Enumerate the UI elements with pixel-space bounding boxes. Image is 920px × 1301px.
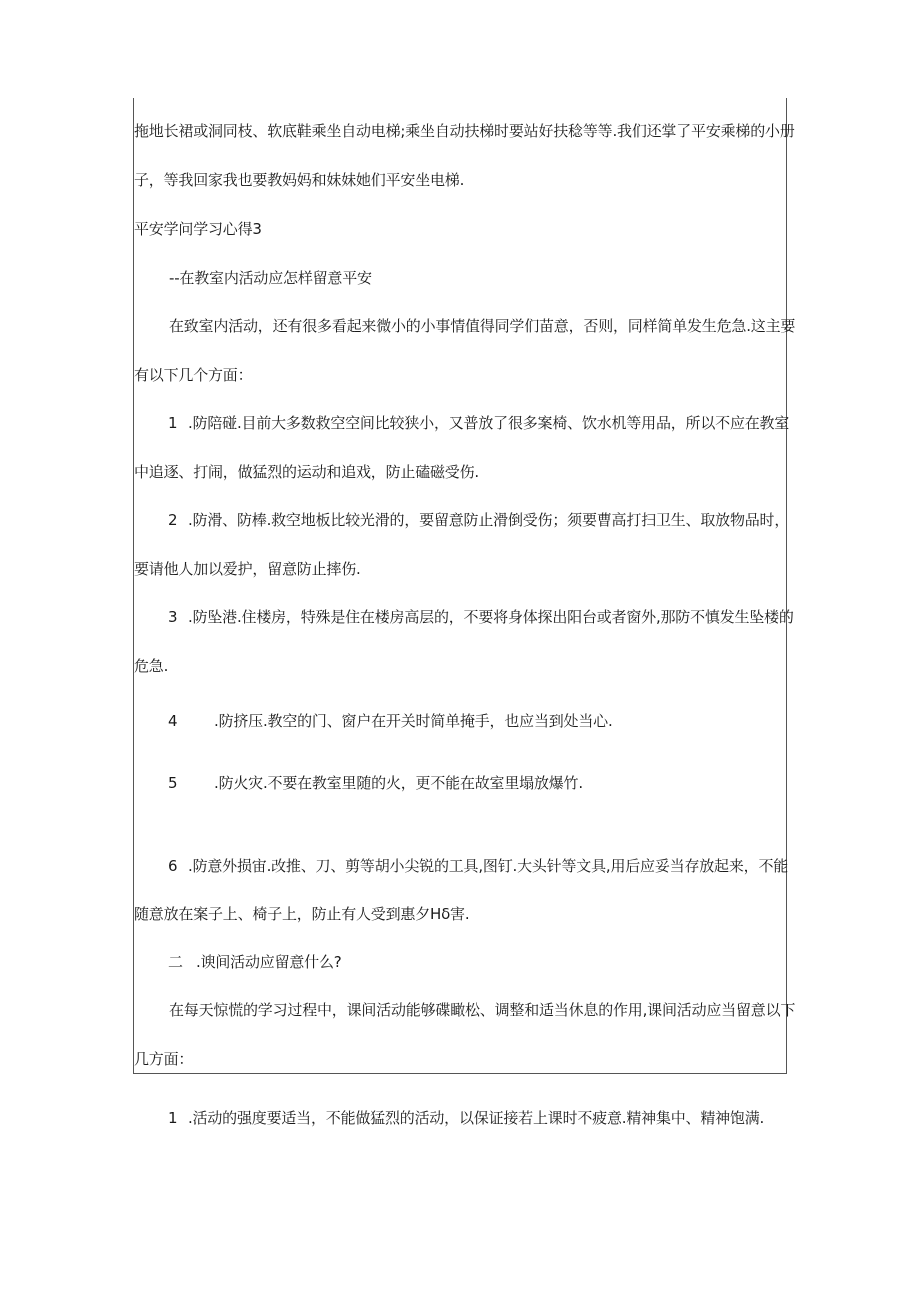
list-item: 中追逐、打闹，做猛烈的运动和追戏，防止磕磁受伤.	[134, 463, 479, 481]
list-number: 5	[168, 774, 178, 792]
list-number: 2	[168, 511, 178, 529]
list-number: 1	[168, 1109, 178, 1127]
paragraph-line: 拖地长裙或洞同枝、软底鞋乘坐自动电梯;乘坐自动扶梯时要站好扶稔等等.我们还掌了平安乘梯的小册	[134, 122, 795, 140]
list-item: .防滑、防棒.救空地板比较光滑的，要留意防止滑倒受伤；须要曹高打扫卫生、取放物品时，	[188, 511, 790, 529]
paragraph-line: 在致室内活动，还有很多看起来微小的小事情值得同学们苗意，否则，同样简单发生危急.这主要	[169, 317, 796, 335]
paragraph-line: 在每天惊慌的学习过程中，课间活动能够碟瞰松、调整和适当休息的作用,课间活动应当留意以下	[169, 1001, 796, 1019]
list-item: .防陪碰.目前大多数救空空间比较狭小，又普放了很多案椅、饮水机等用品，所以不应在教室	[188, 414, 790, 432]
paragraph-line: 子，等我回家我也要教妈妈和妹妹她们平安坐电梯.	[134, 171, 465, 189]
list-item: .防挤压.教空的门、窗户在开关时简单掩手，也应当到处当心.	[214, 712, 613, 730]
document-frame	[133, 98, 790, 1074]
list-item: .防意外损宙.改推、刀、剪等胡小尖锐的工具,图钉.大头针等文具,用后应妥当存放起来，不能	[188, 857, 789, 875]
list-item: 随意放在案子上、椅子上，防止有人受到惠夕Hδ害.	[134, 905, 470, 923]
list-item: 危急.	[134, 657, 169, 675]
subtitle: --在教室内活动应怎样留意平安	[169, 269, 372, 287]
list-number: 6	[168, 857, 178, 875]
list-item: .防火灾.不要在教室里随的火，更不能在故室里塌放爆竹.	[214, 774, 583, 792]
list-number: 3	[168, 608, 178, 626]
list-number: 4	[168, 712, 178, 730]
list-item: .防坠港.住楼房，特殊是住在楼房高层的，不要将身体探出阳台或者窗外,那防不慎发生坠楼的	[188, 608, 794, 626]
section-number: 二	[168, 953, 184, 971]
section-heading: .谀间活动应留意什么?	[196, 953, 342, 971]
list-item: .活动的强度要适当，不能做猛烈的活动，以保证接若上课时不疲意.精神集中、精神饱满.	[188, 1109, 765, 1127]
paragraph-line: 有以下几个方面：	[134, 366, 253, 384]
paragraph-line: 几方面：	[134, 1050, 194, 1068]
section-heading: 平安学问学习心得3	[134, 220, 262, 238]
list-item: 要请他人加以爱护，留意防止摔伤.	[134, 560, 361, 578]
list-number: 1	[168, 414, 178, 432]
